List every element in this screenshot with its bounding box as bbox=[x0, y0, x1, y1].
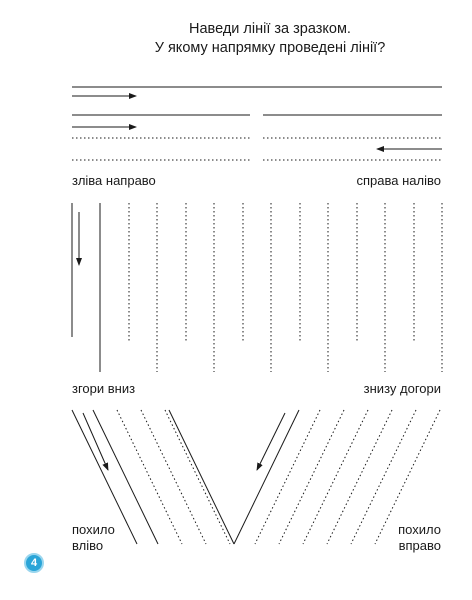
dotted-line bbox=[327, 410, 392, 544]
dotted-line bbox=[303, 410, 368, 544]
dotted-line bbox=[141, 410, 206, 544]
label-slant-right-line-2: вправо bbox=[398, 538, 441, 553]
label-slant-right-line-1: похило bbox=[398, 522, 441, 537]
solid-line bbox=[234, 410, 299, 544]
vertical-lines-section bbox=[72, 203, 442, 372]
label-left-to-right: зліва направо bbox=[72, 173, 156, 188]
dotted-line bbox=[165, 410, 230, 544]
solid-line bbox=[169, 410, 234, 544]
label-bottom-to-top: знизу догори bbox=[363, 381, 441, 396]
label-slant-right bbox=[398, 522, 441, 554]
label-slant-left bbox=[72, 522, 115, 554]
label-right-to-left: справа наліво bbox=[356, 173, 441, 188]
dotted-line bbox=[255, 410, 320, 544]
horizontal-lines-section bbox=[72, 87, 442, 160]
instruction-line-2: У якому напрямку проведені лінії? bbox=[154, 40, 386, 56]
arrow-icon bbox=[257, 413, 285, 470]
label-slant-left-line-2: вліво bbox=[72, 538, 104, 553]
label-top-to-bottom: згори вниз bbox=[72, 381, 136, 396]
label-slant-left-line-1: похило bbox=[72, 522, 115, 537]
page-number-badge: 4 bbox=[24, 553, 44, 573]
instruction-line-1: Наведи лінії за зразком. bbox=[189, 21, 351, 37]
